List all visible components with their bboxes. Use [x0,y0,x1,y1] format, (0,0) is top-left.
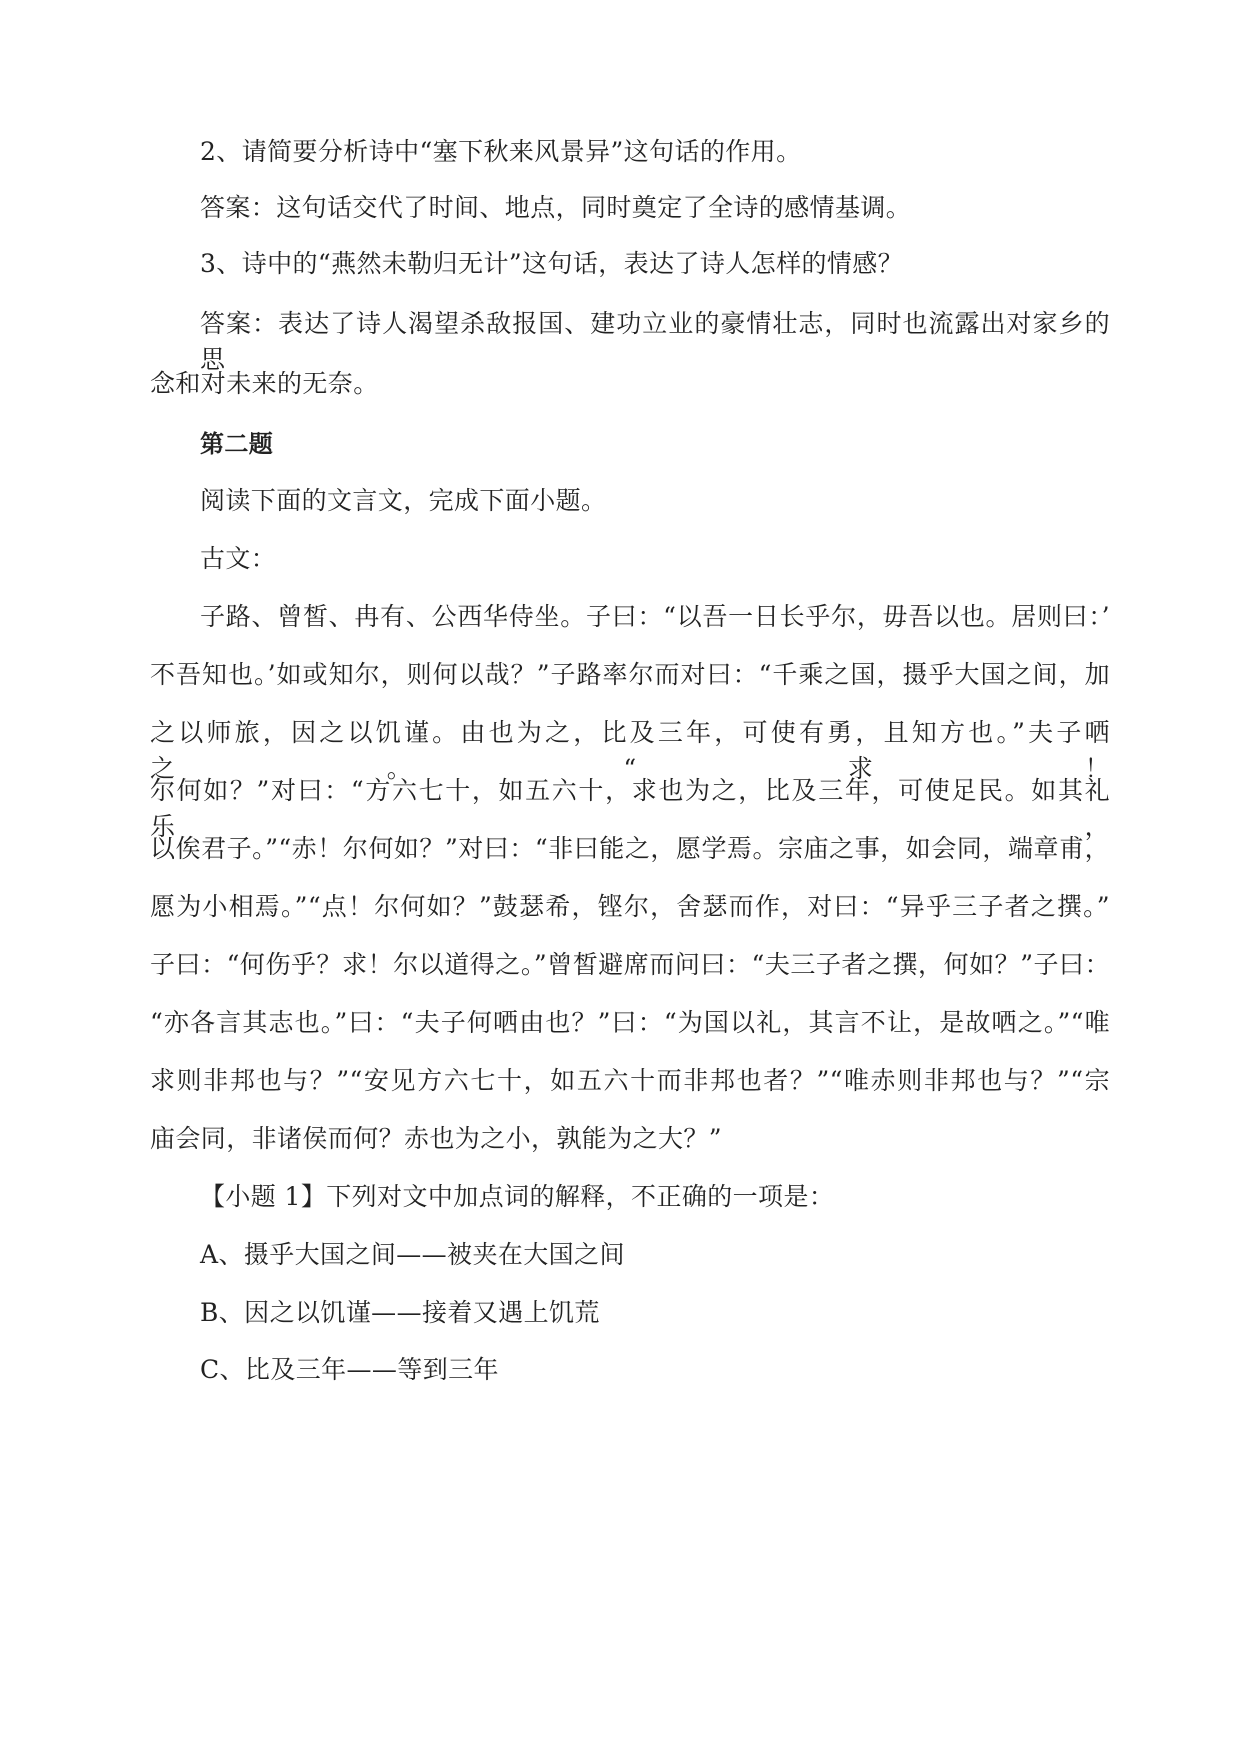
passage-line: 求则非邦也与？”“安见方六七十，如五六十而非邦也者？”“唯赤则非邦也与？”“宗 [150,1066,1110,1095]
option-b: B、因之以饥谨——接着又遇上饥荒 [200,1298,600,1327]
question-2: 2、请简要分析诗中“塞下秋来风景异”这句话的作用。 [200,137,802,166]
answer-3-line-2: 念和对未来的无奈。 [150,369,379,398]
answer-2: 答案：这句话交代了时间、地点，同时奠定了全诗的感情基调。 [200,193,912,222]
question-3: 3、诗中的“燕然未勒归无计”这句话，表达了诗人怎样的情感？ [200,249,904,278]
passage-line: 愿为小相焉。”“点！尔何如？”鼓瑟希，铿尔，舍瑟而作，对曰：“异乎三子者之撰。” [150,892,1110,921]
passage-line: 不吾知也。’如或知尔，则何以哉？”子路率尔而对曰：“千乘之国，摄乎大国之间，加 [150,660,1110,689]
passage-line: 子曰：“何伤乎？求！尔以道得之。”曾皙避席而问曰：“夫三子者之撰，何如？”子曰： [150,950,1110,979]
passage-line: 之以师旅，因之以饥谨。由也为之，比及三年，可使有勇，且知方也。”夫子哂之。“求！ [150,718,1110,783]
instruction: 阅读下面的文言文，完成下面小题。 [200,486,607,515]
option-c: C、比及三年——等到三年 [200,1355,499,1384]
passage-line: “亦各言其志也。”曰：“夫子何哂由也？”曰：“为国以礼，其言不让，是故哂之。”“唯 [150,1008,1110,1037]
option-a: A、摄乎大国之间——被夹在大国之间 [200,1240,625,1269]
passage-line: 庙会同，非诸侯而何？赤也为之小，孰能为之大？” [150,1124,722,1153]
sub-question-1: 【小题 1】下列对文中加点词的解释，不正确的一项是： [200,1182,835,1211]
passage-line: 子路、曾皙、冉有、公西华侍坐。子曰：“以吾一日长乎尔，毋吾以也。居则曰：’ [200,602,1110,631]
passage-line: 尔何如？”对曰：“方六七十，如五六十，求也为之，比及三年，可使足民。如其礼乐， [150,776,1110,841]
answer-3-line-1: 答案：表达了诗人渴望杀敌报国、建功立业的豪情壮志，同时也流露出对家乡的思 [200,309,1110,374]
passage-line: 以俟君子。”“赤！尔何如？”对曰：“非曰能之，愿学焉。宗庙之事，如会同，端章甫， [150,834,1110,863]
passage-label: 古文： [200,544,277,573]
section-heading: 第二题 [200,430,274,458]
